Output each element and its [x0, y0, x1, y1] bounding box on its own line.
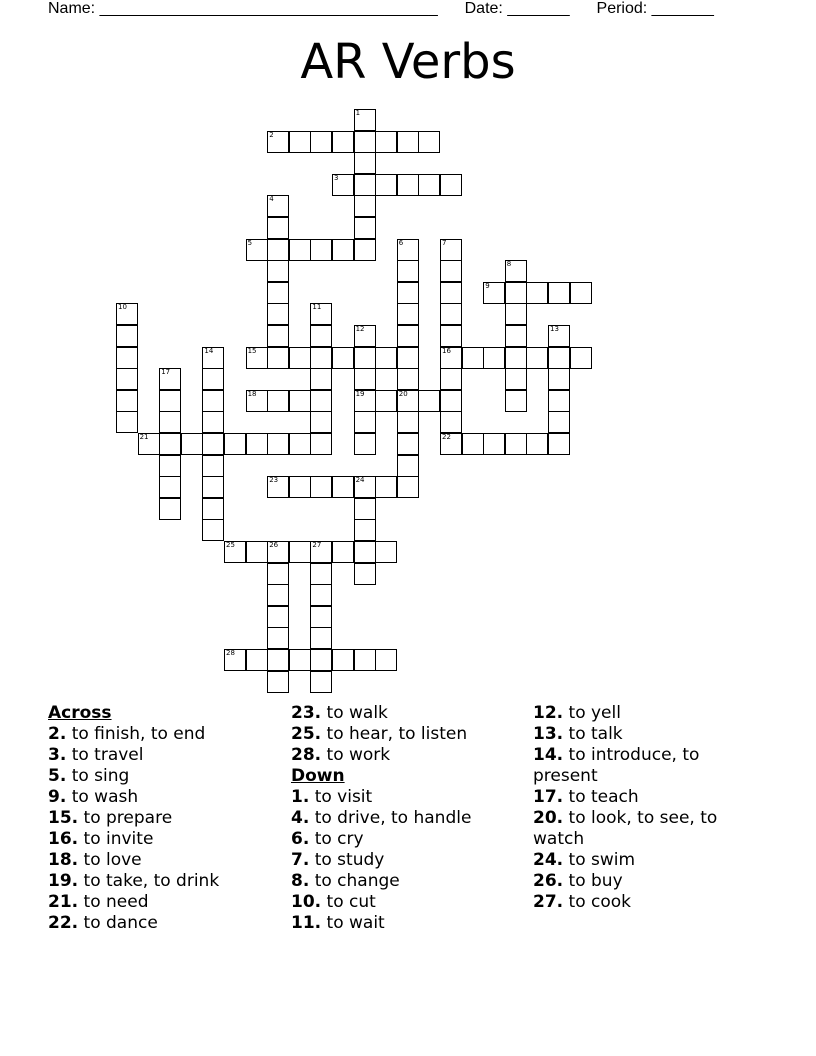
grid-cell[interactable]	[548, 433, 570, 455]
grid-cell[interactable]	[289, 541, 311, 563]
grid-cell[interactable]	[462, 433, 484, 455]
grid-cell[interactable]	[246, 239, 268, 261]
grid-cell[interactable]	[375, 131, 397, 153]
grid-cell[interactable]	[548, 390, 570, 412]
grid-cell[interactable]	[116, 411, 138, 433]
grid-cell[interactable]	[375, 476, 397, 498]
grid-cell[interactable]	[246, 541, 268, 563]
grid-cell[interactable]	[397, 282, 419, 304]
grid-cell[interactable]	[332, 541, 354, 563]
clue-number: 22.	[48, 913, 79, 933]
grid-cell[interactable]	[354, 325, 376, 347]
clue-text: to work	[321, 745, 391, 765]
clue-item	[291, 892, 526, 913]
clue-text: to buy	[563, 871, 623, 891]
grid-cell[interactable]	[310, 239, 332, 261]
clue-text: to look, to see, to watch	[533, 808, 718, 849]
grid-cell[interactable]	[505, 347, 527, 369]
clue-item	[533, 724, 768, 745]
cell-number: 15	[247, 346, 257, 355]
grid-cell[interactable]	[138, 433, 160, 455]
clues-column-2	[291, 703, 526, 934]
grid-cell[interactable]	[375, 174, 397, 196]
grid-cell[interactable]	[548, 368, 570, 390]
cell-number: 23	[269, 476, 279, 485]
clue-item	[291, 745, 526, 766]
cell-number: 5	[247, 238, 253, 247]
grid-cell[interactable]	[267, 260, 289, 282]
grid-cell[interactable]	[354, 433, 376, 455]
clue-item	[291, 850, 526, 871]
grid-cell[interactable]	[354, 131, 376, 153]
cell-number: 11	[312, 303, 322, 312]
grid-cell[interactable]	[310, 411, 332, 433]
clue-number: 7.	[291, 850, 310, 870]
clue-number: 15.	[48, 808, 79, 828]
grid-cell[interactable]	[310, 131, 332, 153]
clue-item	[533, 871, 768, 892]
clue-number: 2.	[48, 724, 67, 744]
grid-cell[interactable]	[267, 303, 289, 325]
grid-cell[interactable]	[354, 519, 376, 541]
clue-text: to wash	[66, 787, 139, 807]
grid-cell[interactable]	[202, 368, 224, 390]
grid-cell[interactable]	[548, 411, 570, 433]
grid-cell[interactable]	[354, 411, 376, 433]
clue-text: to visit	[309, 787, 373, 807]
grid-cell[interactable]	[267, 390, 289, 412]
grid-cell[interactable]	[354, 541, 376, 563]
clue-number: 21.	[48, 892, 79, 912]
clue-item	[291, 871, 526, 892]
grid-cell[interactable]	[159, 476, 181, 498]
grid-cell[interactable]	[159, 368, 181, 390]
grid-cell[interactable]	[483, 433, 505, 455]
clue-item	[48, 724, 283, 745]
cell-number: 18	[247, 389, 257, 398]
grid-cell[interactable]	[246, 347, 268, 369]
cell-number: 8	[506, 260, 512, 269]
grid-cell[interactable]	[440, 174, 462, 196]
cell-number: 4	[269, 195, 274, 204]
grid-cell[interactable]	[202, 433, 224, 455]
cell-number: 13	[550, 325, 559, 333]
grid-cell[interactable]	[116, 325, 138, 347]
clue-text: to cry	[309, 829, 364, 849]
grid-cell[interactable]	[224, 541, 246, 563]
grid-cell[interactable]	[354, 239, 376, 261]
grid-cell[interactable]	[440, 325, 462, 347]
clue-text: to teach	[563, 787, 639, 807]
grid-cell[interactable]	[332, 239, 354, 261]
clue-number: 28.	[291, 745, 322, 765]
clue-number: 3.	[48, 745, 67, 765]
grid-cell[interactable]	[310, 584, 332, 606]
cell-number: 12	[355, 325, 365, 333]
clues-column-3	[533, 703, 768, 913]
clue-text: to drive, to handle	[309, 808, 472, 828]
clues-column-1	[48, 703, 283, 934]
grid-cell[interactable]	[375, 649, 397, 671]
grid-cell[interactable]	[267, 649, 289, 671]
grid-cell[interactable]	[310, 606, 332, 628]
cell-number: 10	[118, 303, 127, 312]
clue-item	[533, 892, 768, 913]
clue-number: 6.	[291, 829, 310, 849]
grid-cell[interactable]	[397, 325, 419, 347]
clue-text: to finish, to end	[66, 724, 206, 744]
clue-number: 26.	[533, 871, 564, 891]
grid-cell[interactable]	[332, 347, 354, 369]
grid-cell[interactable]	[354, 195, 376, 217]
grid-cell[interactable]	[159, 390, 181, 412]
cell-number: 6	[398, 238, 404, 247]
cell-number: 7	[442, 238, 447, 247]
grid-cell[interactable]	[267, 195, 289, 217]
grid-cell[interactable]	[202, 455, 224, 477]
grid-cell[interactable]	[397, 433, 419, 455]
grid-cell[interactable]	[181, 433, 203, 455]
down-heading: Down	[291, 766, 345, 786]
grid-cell[interactable]	[375, 347, 397, 369]
grid-cell[interactable]	[310, 368, 332, 390]
cell-number: 16	[442, 346, 451, 355]
clue-item	[48, 745, 283, 766]
grid-cell[interactable]	[440, 411, 462, 433]
clue-item	[533, 850, 768, 871]
grid-cell[interactable]	[505, 390, 527, 412]
name-field-label: Name: ______________________________________	[48, 0, 438, 17]
grid-cell[interactable]	[354, 347, 376, 369]
grid-cell[interactable]	[202, 498, 224, 520]
grid-cell[interactable]	[267, 627, 289, 649]
grid-cell[interactable]	[397, 347, 419, 369]
grid-cell[interactable]	[375, 390, 397, 412]
grid-cell[interactable]	[375, 541, 397, 563]
grid-cell[interactable]	[440, 282, 462, 304]
grid-cell[interactable]	[505, 260, 527, 282]
clue-number: 11.	[291, 913, 322, 933]
grid-cell[interactable]	[397, 260, 419, 282]
clue-item	[291, 787, 526, 808]
clue-text: to travel	[66, 745, 144, 765]
clue-text: to introduce, to present	[533, 745, 700, 786]
clue-number: 19.	[48, 871, 79, 891]
cell-number: 20	[398, 389, 408, 398]
grid-cell[interactable]	[440, 239, 462, 261]
grid-cell[interactable]	[354, 368, 376, 390]
clue-number: 20.	[533, 808, 564, 828]
grid-cell[interactable]	[202, 519, 224, 541]
grid-cell[interactable]	[267, 282, 289, 304]
grid-cell[interactable]	[440, 390, 462, 412]
grid-cell[interactable]	[310, 541, 332, 563]
grid-cell[interactable]	[505, 368, 527, 390]
clue-item	[533, 703, 768, 724]
cell-number: 21	[139, 433, 149, 441]
grid-cell[interactable]	[246, 649, 268, 671]
grid-cell[interactable]	[397, 303, 419, 325]
grid-cell[interactable]	[310, 325, 332, 347]
grid-cell[interactable]	[289, 347, 311, 369]
grid-cell[interactable]	[440, 347, 462, 369]
clue-number: 27.	[533, 892, 564, 912]
clue-text: to study	[309, 850, 385, 870]
grid-cell[interactable]	[354, 649, 376, 671]
clue-text: to walk	[321, 703, 388, 723]
grid-cell[interactable]	[267, 347, 289, 369]
clue-number: 23.	[291, 703, 322, 723]
grid-cell[interactable]	[354, 174, 376, 196]
clue-item	[533, 745, 768, 787]
cell-number: 25	[226, 541, 235, 549]
grid-cell[interactable]	[289, 131, 311, 153]
grid-cell[interactable]	[332, 174, 354, 196]
grid-cell[interactable]	[310, 671, 332, 693]
grid-cell[interactable]	[354, 217, 376, 239]
grid-cell[interactable]	[267, 541, 289, 563]
clue-text: to yell	[563, 703, 621, 723]
grid-cell[interactable]	[526, 347, 548, 369]
clue-text: to talk	[563, 724, 623, 744]
grid-cell[interactable]	[354, 563, 376, 585]
grid-cell[interactable]	[354, 476, 376, 498]
grid-cell[interactable]	[310, 390, 332, 412]
grid-cell[interactable]	[289, 239, 311, 261]
cell-number: 3	[334, 173, 339, 182]
grid-cell[interactable]	[397, 455, 419, 477]
clue-text: to love	[78, 850, 142, 870]
grid-cell[interactable]	[440, 303, 462, 325]
grid-cell[interactable]	[483, 282, 505, 304]
grid-cell[interactable]	[202, 390, 224, 412]
grid-cell[interactable]	[526, 433, 548, 455]
clue-item	[48, 892, 283, 913]
grid-cell[interactable]	[310, 347, 332, 369]
grid-cell[interactable]	[397, 131, 419, 153]
grid-cell[interactable]	[116, 303, 138, 325]
period-field-label: Period: _______	[596, 0, 714, 17]
clue-text: to sing	[66, 766, 130, 786]
grid-cell[interactable]	[354, 390, 376, 412]
clue-number: 12.	[533, 703, 564, 723]
cell-number: 19	[355, 389, 365, 398]
cell-number: 26	[269, 541, 279, 549]
cell-number: 1	[355, 109, 361, 117]
clue-item	[48, 913, 283, 934]
clue-number: 10.	[291, 892, 322, 912]
cell-number: 9	[485, 281, 490, 290]
clue-number: 5.	[48, 766, 67, 786]
clue-text: to need	[78, 892, 149, 912]
grid-cell[interactable]	[505, 325, 527, 347]
grid-cell[interactable]	[289, 476, 311, 498]
clue-text: to change	[309, 871, 400, 891]
clue-text: to invite	[78, 829, 154, 849]
cell-number: 17	[161, 368, 171, 377]
grid-cell[interactable]	[310, 649, 332, 671]
grid-cell[interactable]	[159, 498, 181, 520]
clue-item	[48, 871, 283, 892]
grid-cell[interactable]	[397, 174, 419, 196]
grid-cell[interactable]	[202, 476, 224, 498]
clue-text: to prepare	[78, 808, 173, 828]
grid-cell[interactable]	[548, 325, 570, 347]
cell-number: 2	[269, 130, 274, 139]
clue-item	[291, 829, 526, 850]
clue-text: to hear, to listen	[321, 724, 468, 744]
grid-cell[interactable]	[332, 476, 354, 498]
grid-cell[interactable]	[505, 433, 527, 455]
grid-cell[interactable]	[289, 433, 311, 455]
clue-number: 24.	[533, 850, 564, 870]
cell-number: 24	[355, 476, 365, 485]
grid-cell[interactable]	[267, 563, 289, 585]
grid-cell[interactable]	[159, 411, 181, 433]
across-heading: Across	[48, 703, 112, 723]
clue-number: 14.	[533, 745, 564, 765]
grid-cell[interactable]	[505, 282, 527, 304]
grid-cell[interactable]	[397, 411, 419, 433]
clue-number: 8.	[291, 871, 310, 891]
clue-number: 13.	[533, 724, 564, 744]
date-field-label: Date: _______	[464, 0, 570, 17]
grid-cell[interactable]	[397, 476, 419, 498]
clue-number: 18.	[48, 850, 79, 870]
grid-cell[interactable]	[310, 303, 332, 325]
grid-cell[interactable]	[246, 390, 268, 412]
clue-item	[48, 829, 283, 850]
clue-text: to wait	[321, 913, 385, 933]
clue-text: to take, to drink	[78, 871, 220, 891]
clue-number: 16.	[48, 829, 79, 849]
grid-cell[interactable]	[267, 584, 289, 606]
page-title: AR Verbs	[300, 34, 516, 90]
grid-cell[interactable]	[267, 217, 289, 239]
grid-cell[interactable]	[354, 152, 376, 174]
grid-cell[interactable]	[440, 433, 462, 455]
clue-item	[291, 703, 526, 724]
grid-cell[interactable]	[354, 109, 376, 131]
cell-number: 14	[204, 346, 214, 355]
clue-number: 1.	[291, 787, 310, 807]
grid-cell[interactable]	[116, 390, 138, 412]
grid-cell[interactable]	[418, 131, 440, 153]
clue-item	[291, 808, 526, 829]
cell-number: 22	[442, 433, 451, 441]
grid-cell[interactable]	[267, 325, 289, 347]
grid-cell[interactable]	[202, 411, 224, 433]
clue-text: to dance	[78, 913, 158, 933]
grid-cell[interactable]	[310, 627, 332, 649]
grid-cell[interactable]	[267, 606, 289, 628]
clue-number: 17.	[533, 787, 564, 807]
clue-text: to cut	[321, 892, 376, 912]
grid-cell[interactable]	[202, 347, 224, 369]
grid-cell[interactable]	[289, 649, 311, 671]
cell-number: 27	[312, 541, 322, 549]
grid-cell[interactable]	[526, 282, 548, 304]
clue-text: to cook	[563, 892, 631, 912]
cell-number: 28	[226, 649, 235, 657]
grid-cell[interactable]	[462, 347, 484, 369]
grid-cell[interactable]	[310, 433, 332, 455]
clue-text: to swim	[563, 850, 636, 870]
grid-cell[interactable]	[332, 131, 354, 153]
grid-cell[interactable]	[570, 347, 592, 369]
grid-cell[interactable]	[224, 433, 246, 455]
grid-cell[interactable]	[418, 390, 440, 412]
grid-cell[interactable]	[548, 347, 570, 369]
clue-item	[48, 766, 283, 787]
grid-cell[interactable]	[224, 649, 246, 671]
grid-cell[interactable]	[267, 671, 289, 693]
clue-item	[533, 808, 768, 850]
grid-cell[interactable]	[310, 476, 332, 498]
clue-item	[48, 787, 283, 808]
clue-number: 25.	[291, 724, 322, 744]
grid-cell[interactable]	[289, 390, 311, 412]
grid-cell[interactable]	[267, 476, 289, 498]
grid-cell[interactable]	[116, 368, 138, 390]
grid-cell[interactable]	[440, 368, 462, 390]
grid-cell[interactable]	[397, 368, 419, 390]
grid-cell[interactable]	[570, 282, 592, 304]
grid-cell[interactable]	[440, 260, 462, 282]
grid-cell[interactable]	[505, 303, 527, 325]
grid-cell[interactable]	[332, 649, 354, 671]
clue-number: 4.	[291, 808, 310, 828]
clue-item	[291, 913, 526, 934]
grid-cell[interactable]	[354, 498, 376, 520]
clue-item	[48, 808, 283, 829]
grid-cell[interactable]	[267, 433, 289, 455]
clue-item	[48, 850, 283, 871]
grid-cell[interactable]	[418, 174, 440, 196]
grid-cell[interactable]	[267, 239, 289, 261]
clue-item	[291, 724, 526, 745]
grid-cell[interactable]	[310, 563, 332, 585]
grid-cell[interactable]	[397, 239, 419, 261]
grid-cell[interactable]	[397, 390, 419, 412]
grid-cell[interactable]	[267, 131, 289, 153]
grid-cell[interactable]	[246, 433, 268, 455]
clue-item	[533, 787, 768, 808]
grid-cell[interactable]	[159, 455, 181, 477]
grid-cell[interactable]	[159, 433, 181, 455]
clue-number: 9.	[48, 787, 67, 807]
grid-cell[interactable]	[483, 347, 505, 369]
grid-cell[interactable]	[548, 282, 570, 304]
grid-cell[interactable]	[116, 347, 138, 369]
